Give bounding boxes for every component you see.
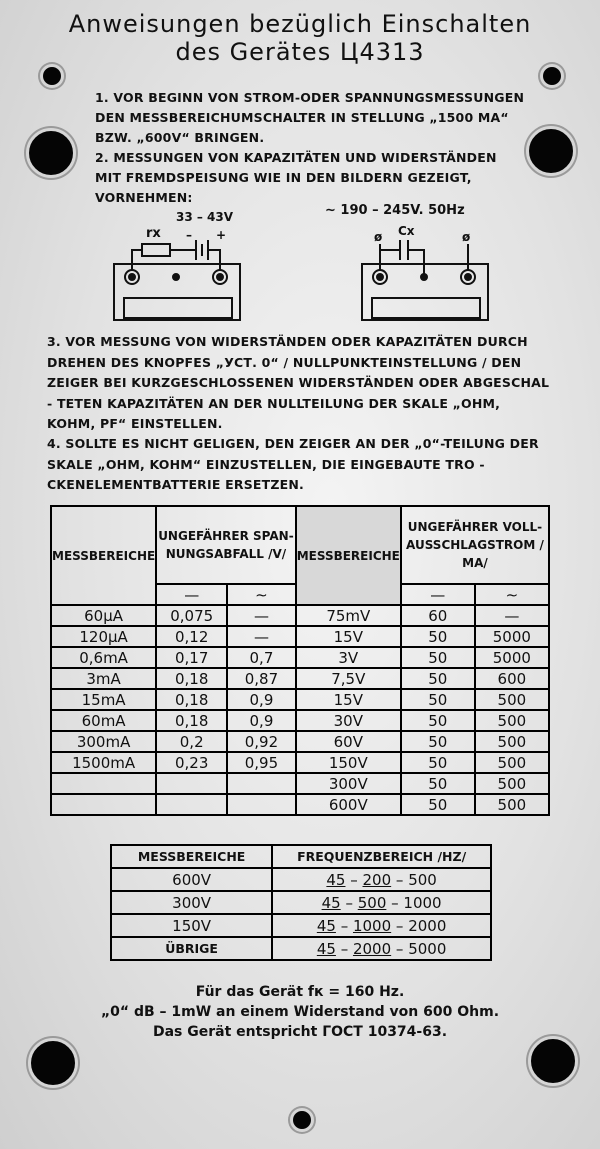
cell: 0,87	[227, 668, 296, 689]
freq-header-frequency: FREQUENZBEREICH /HZ/	[272, 845, 491, 868]
freq-low: 45	[321, 893, 341, 912]
cell: 0,95	[227, 752, 296, 773]
cell: 50	[401, 773, 475, 794]
range-table	[50, 505, 550, 816]
cell: 600	[475, 668, 549, 689]
cell: 150V	[296, 752, 401, 773]
cell: 0,9	[227, 689, 296, 710]
diagram-right-voltage: ∼ 190 – 245V. 50Hz	[325, 203, 465, 218]
diagram-left-rx: rx	[146, 226, 161, 241]
freq-low: 45	[316, 916, 336, 935]
cell	[156, 794, 227, 815]
freq-mid: 200	[362, 870, 392, 889]
cell: 0,92	[227, 731, 296, 752]
table-row	[111, 891, 491, 914]
cell: 50	[401, 731, 475, 752]
cell: 30V	[296, 710, 401, 731]
instruction-3: 3. VOR MESSUNG VON WIDERSTÄNDEN ODER KAPAZITÄTEN DURCH DREHEN DES KNOPFES „УСТ. 0“ / NULLPUNKTEINSTELLUNG / DEN ZEIGER BEI KURZGESCHLOSSENEN WIDERSTÄNDEN ODER ABGESCHAL - TETEN KAPAZITÄTEN AN DER NULLTEILUNG DER SKALE „OHM, KOHM, PF“ EINSTELLEN.	[47, 334, 550, 431]
table-row	[51, 647, 549, 668]
header-range: MESSBEREICHE	[51, 506, 156, 605]
cell: 0,18	[156, 689, 227, 710]
diagram-left-plus: +	[216, 228, 227, 242]
cell: 45 – 200 – 500	[272, 868, 491, 891]
cell: 3V	[296, 647, 401, 668]
mounting-hole-top-right-small	[540, 64, 564, 88]
cell: 15mA	[51, 689, 156, 710]
cell: 60mA	[51, 710, 156, 731]
cell: 500	[475, 794, 549, 815]
cell: 15V	[296, 626, 401, 647]
cell: 0,7	[227, 647, 296, 668]
table-row	[51, 668, 549, 689]
header-ac-1: ∼	[227, 584, 296, 605]
table-row	[51, 794, 549, 815]
mounting-hole-bottom-center	[290, 1108, 314, 1132]
freq-header-range: MESSBEREICHE	[111, 845, 272, 868]
freq-high: 2000	[408, 916, 447, 935]
resistance-diagram	[114, 240, 240, 320]
cell: —	[227, 626, 296, 647]
table-row	[51, 773, 549, 794]
cell: 300mA	[51, 731, 156, 752]
cell: 0,18	[156, 668, 227, 689]
cell: 50	[401, 668, 475, 689]
cell: 600V	[296, 794, 401, 815]
cell: 5000	[475, 647, 549, 668]
cell: 50	[401, 647, 475, 668]
cell: 7,5V	[296, 668, 401, 689]
cell: 500	[475, 773, 549, 794]
freq-low: 45	[316, 939, 336, 958]
mounting-hole-bottom-left	[28, 1038, 78, 1088]
table-row	[111, 914, 491, 937]
table-row	[51, 626, 549, 647]
cell: 300V	[111, 891, 272, 914]
cell	[51, 773, 156, 794]
connection-diagrams	[0, 200, 600, 330]
table-row	[111, 868, 491, 891]
cell	[227, 794, 296, 815]
cell: 45 – 500 – 1000	[272, 891, 491, 914]
cell: 0,23	[156, 752, 227, 773]
header-full-scale-current: UNGEFÄHRER VOLL-AUSSCHLAGSTROM /ΜA/	[401, 506, 549, 584]
header-dc-2: —	[401, 584, 475, 605]
cell: 15V	[296, 689, 401, 710]
cell: ÜBRIGE	[111, 937, 272, 960]
cell: 600V	[111, 868, 272, 891]
instruction-4: 4. SOLLTE ES NICHT GELIGEN, DEN ZEIGER AN DER „0“-TEILUNG DER SKALE „OHM, KOHM“ EINZUSTELLEN, DIE EINGEBAUTE TRO - CKENELEMENTBATTERIE ERSETZEN.	[47, 436, 539, 492]
cell: 0,18	[156, 710, 227, 731]
header-dc-1: —	[156, 584, 227, 605]
cell: 0,12	[156, 626, 227, 647]
diagram-left-minus: –	[186, 228, 192, 242]
freq-mid: 500	[357, 893, 387, 912]
header-voltage-drop: UNGEFÄHRER SPAN-NUNGSABFALL /V/	[156, 506, 296, 584]
freq-high: 500	[408, 870, 437, 889]
cell: 0,9	[227, 710, 296, 731]
cell	[156, 773, 227, 794]
table-row	[51, 689, 549, 710]
cell: 50	[401, 626, 475, 647]
title-line-1: Anweisungen bezüglich Einschalten	[68, 10, 532, 38]
cell: 0,6mA	[51, 647, 156, 668]
cell: 45 – 1000 – 2000	[272, 914, 491, 937]
mounting-hole-bottom-right	[528, 1036, 578, 1086]
footer-line-3: Das Gerät entspricht ГОСТ 10374-63.	[152, 1024, 448, 1040]
cell: 120µA	[51, 626, 156, 647]
freq-low: 45	[326, 870, 346, 889]
frequency-table	[110, 844, 492, 961]
cell: 500	[475, 731, 549, 752]
cell: 500	[475, 710, 549, 731]
header-range-2: MESSBEREICHE	[296, 506, 401, 605]
cell	[227, 773, 296, 794]
cell: 50	[401, 689, 475, 710]
cell: 500	[475, 689, 549, 710]
freq-high: 5000	[408, 939, 447, 958]
table-row	[51, 731, 549, 752]
diagram-right-phi-left: ø	[374, 230, 383, 244]
mounting-hole-right-large	[526, 126, 576, 176]
diagram-left-voltage: 33 – 43V	[176, 210, 234, 224]
diagram-right-cx: Cx	[398, 224, 415, 238]
cell: —	[227, 605, 296, 626]
cell: 50	[401, 752, 475, 773]
table-row	[51, 710, 549, 731]
cell: 1500mA	[51, 752, 156, 773]
cell: 50	[401, 794, 475, 815]
cell: 300V	[296, 773, 401, 794]
freq-mid: 1000	[352, 916, 392, 935]
cell: 500	[475, 752, 549, 773]
cell: —	[475, 605, 549, 626]
cell: 45 – 2000 – 5000	[272, 937, 491, 960]
cell: 150V	[111, 914, 272, 937]
cell: 0,17	[156, 647, 227, 668]
instruction-2: 2. MESSUNGEN VON KAPAZITÄTEN UND WIDERSTÄNDEN MIT FREMDSPEISUNG WIE IN DEN BILDERN GEZEIGT, VORNEHMEN:	[95, 150, 497, 205]
cell: 60µA	[51, 605, 156, 626]
cell	[51, 794, 156, 815]
freq-mid: 2000	[352, 939, 392, 958]
cell: 75mV	[296, 605, 401, 626]
table-row	[51, 605, 549, 626]
footer-line-2: „0“ dB – 1mW an einem Widerstand von 600 Ohm.	[100, 1004, 500, 1020]
capacitance-diagram	[362, 240, 488, 320]
table-row	[51, 752, 549, 773]
header-ac-2: ∼	[475, 584, 549, 605]
cell: 60V	[296, 731, 401, 752]
cell: 50	[401, 710, 475, 731]
mounting-hole-top-left-small	[40, 64, 64, 88]
cell: 0,075	[156, 605, 227, 626]
title-line-2: des Gerätes Ц4313	[175, 38, 425, 66]
cell: 60	[401, 605, 475, 626]
mounting-hole-left-large	[26, 128, 76, 178]
cell: 0,2	[156, 731, 227, 752]
table-row	[111, 937, 491, 960]
footer-line-1: Für das Gerät fк = 160 Hz.	[195, 984, 405, 1000]
diagram-right-phi-right: ø	[462, 230, 471, 244]
cell: 3mA	[51, 668, 156, 689]
instruction-1: 1. VOR BEGINN VON STROM-ODER SPANNUNGSMESSUNGEN DEN MESSBEREICHUMSCHALTER IN STELLUNG „1500 MA“ BZW. „600V“ BRINGEN.	[95, 90, 525, 145]
freq-high: 1000	[403, 893, 442, 912]
cell: 5000	[475, 626, 549, 647]
